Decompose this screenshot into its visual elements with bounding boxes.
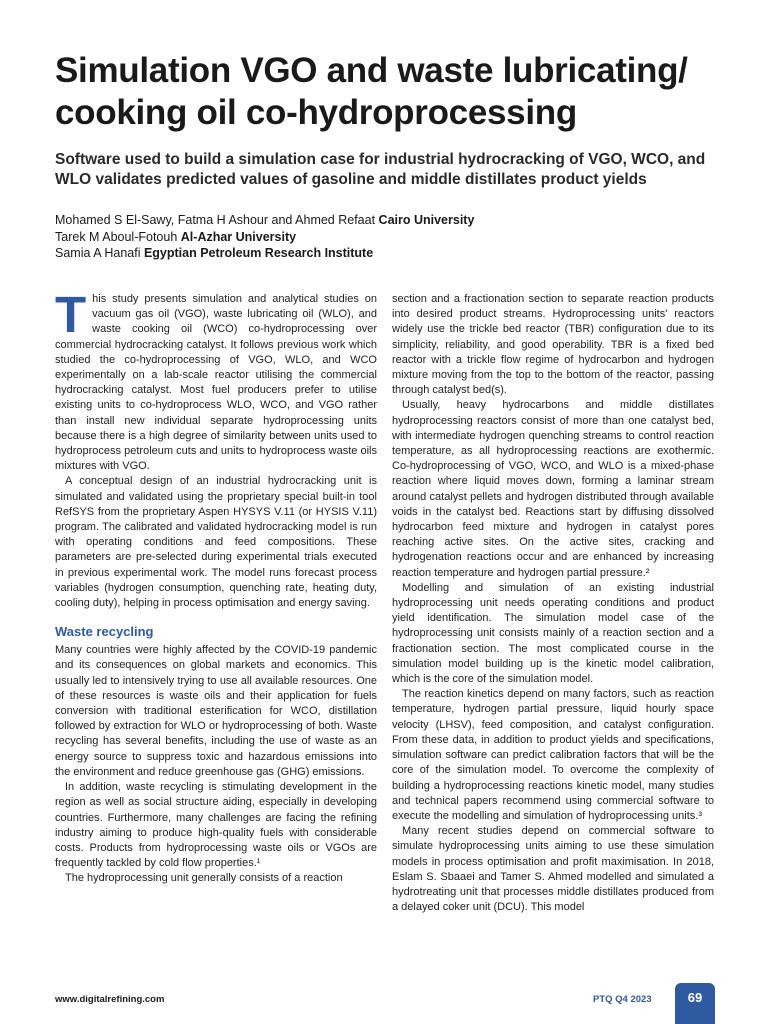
body-paragraph: A conceptual design of an industrial hydrocracking unit is simulated and validated using the proprietary special built-in tool RefSYS from the proprietary Aspen HYSYS V.11 (or HYSIS V.11) program. The calibrated and validated hydrocracking model is run with operating conditions and feed compositions. These parameters are pre-selected during experimental trials executed in previous experimental work. The model runs forecast process variables (hydrogen consumption, quenching rate, heating duty, cooling duty), helping in process optimisation and energy saving. [55, 475, 377, 610]
body-column-left [55, 286, 377, 887]
body-paragraph: Many countries were highly affected by the COVID-19 pandemic and its consequences on global markets and economics. This usually led to intensively trying to use all available resources. One of these resources is waste oils and their application for fuels conversion with traditional esterification for WCO, distillation followed by extraction for WLO or hydroprocessing of both. Waste recycling has several benefits, including the use of waste as an energy source to suppress toxic and hazardous emissions into the environment and reduce greenhouse gas (GHG) emissions. [55, 644, 377, 778]
body-paragraph: The reaction kinetics depend on many factors, such as reaction temperature, hydrogen partial pressure, liquid hourly space velocity (LHSV), feed composition, and catalyst configuration. From these data, in addition to product yields and specifications, simulation software can predict calibration factors that will be the core of the simulation model. To overcome the complexity of building a hydroprocessing reactions kinetic model, many studies and technical papers recommend using commercial software to execute the modelling and simulation of hydroprocessing units.³ [392, 688, 714, 822]
footer-issue-label: PTQ Q4 2023 [593, 994, 652, 1005]
body-paragraph: Usually, heavy hydrocarbons and middle distillates hydroprocessing reactors consist of more than one catalyst bed, with intermediate hydrogen quenching streams to control reaction temperature, as all hydroprocessing reactions are exothermic. Co-hydroprocessing of VGO, WCO, and WLO is a mixed-phase reaction where liquid moves down, forming a laminar stream around catalyst pellets and hydrogen distributed through available voids in the catalyst bed. Reactions start by diffusing dissolved hydrocarbon feed mixture and hydrogen in catalyst pores reaching active sites. On the active sites, cracking and hydrogenation reactions occur and are enhanced by increasing reaction temperature and hydrogen partial pressure.² [392, 399, 714, 579]
author-list [55, 212, 735, 262]
article-title: Simulation VGO and waste lubricating/ cooking oil co-hydroprocessing [55, 51, 688, 132]
page-number-tab: 69 [675, 983, 715, 1024]
article-subtitle: Software used to build a simulation case for industrial hydrocracking of VGO, WCO, and WLO validates predicted values of gasoline and middle distillates product yields [55, 151, 706, 188]
author-affiliation: Egyptian Petroleum Research Institute [143, 246, 374, 260]
author-line [55, 212, 735, 229]
body-paragraph [55, 286, 377, 474]
body-paragraph: In addition, waste recycling is stimulating development in the region as well as social structure aiding, especially in developing countries. Furthermore, many challenges are facing the refining industry aiming to produce high-quality fuels with considerable costs. Products from hydroprocessing waste oils or VGOs are frequently tackled by cold flow properties.¹ [55, 781, 377, 870]
body-column-right [392, 292, 714, 915]
paragraph-text: his study presents simulation and analytical studies on vacuum gas oil (VGO), waste lubricating oil (WLO), and waste cooking oil (WCO) co-hydroprocessing over commercial hydrocracking catalyst. It follows previous work which studied the co-hydroprocessing of VGO, WLO, and WCO experimentally on a lab-scale reactor utilising the commercial hydrocracking catalyst. Most fuel producers prefer to utilise existing units to co-hydroprocess WLO, WCO, and VGO rather than install new individual separate hydroprocessing units because there is a high degree of similarity between units used to hydroprocess petroleum cuts and units to hydroprocess waste oils mixtures with VGO. [55, 293, 377, 473]
author-affiliation: Al-Azhar University [180, 229, 297, 244]
body-paragraph: Many recent studies depend on commercial software to simulate hydroprocessing units aiming to use these simulation models in process optimisation and profit maximisation. In 2018, Eslam S. Sbaaei and Tamer S. Ahmed modelled and simulated a hydrotreating unit that processes middle distillates produced from a delayed coker unit (DCU). This model [392, 825, 714, 914]
author-affiliation: Cairo University [378, 213, 475, 227]
author-names: Samia A Hanafi [55, 246, 141, 260]
author-names: Tarek M Aboul-Fotouh [55, 229, 178, 244]
author-names: Mohamed S El-Sawy, Fatma H Ashour and Ahmed Refaat [55, 213, 376, 227]
author-line [55, 229, 735, 246]
section-heading-waste-recycling: Waste recycling [55, 624, 154, 640]
body-paragraph: The hydroprocessing unit generally consists of a reaction [65, 872, 343, 885]
footer-website-link[interactable]: www.digitalrefining.com [55, 994, 165, 1005]
author-line [55, 245, 735, 262]
body-paragraph: Modelling and simulation of an existing industrial hydroprocessing unit needs operating conditions and product yield identification. The simulation model case of the hydroprocessing unit consists mainly of a reaction section and a fractionation section. The most complicated course in the simulation model building up is the kinetic model calibration, which is the core of the simulation model. [392, 581, 714, 686]
body-paragraph: section and a fractionation section to separate reaction products into desired product streams. Hydroprocessing units' reactors widely use the trickle bed reactor (TBR) configuration due to its simplicity, reliability, and good operability. TBR is a fixed bed reactor with a trickle flow regime of hydrocarbon and hydrogen mixture moving from the top to the bottom of the reactor, passing through catalyst bed(s). [392, 293, 714, 397]
drop-cap: T [55, 286, 87, 343]
